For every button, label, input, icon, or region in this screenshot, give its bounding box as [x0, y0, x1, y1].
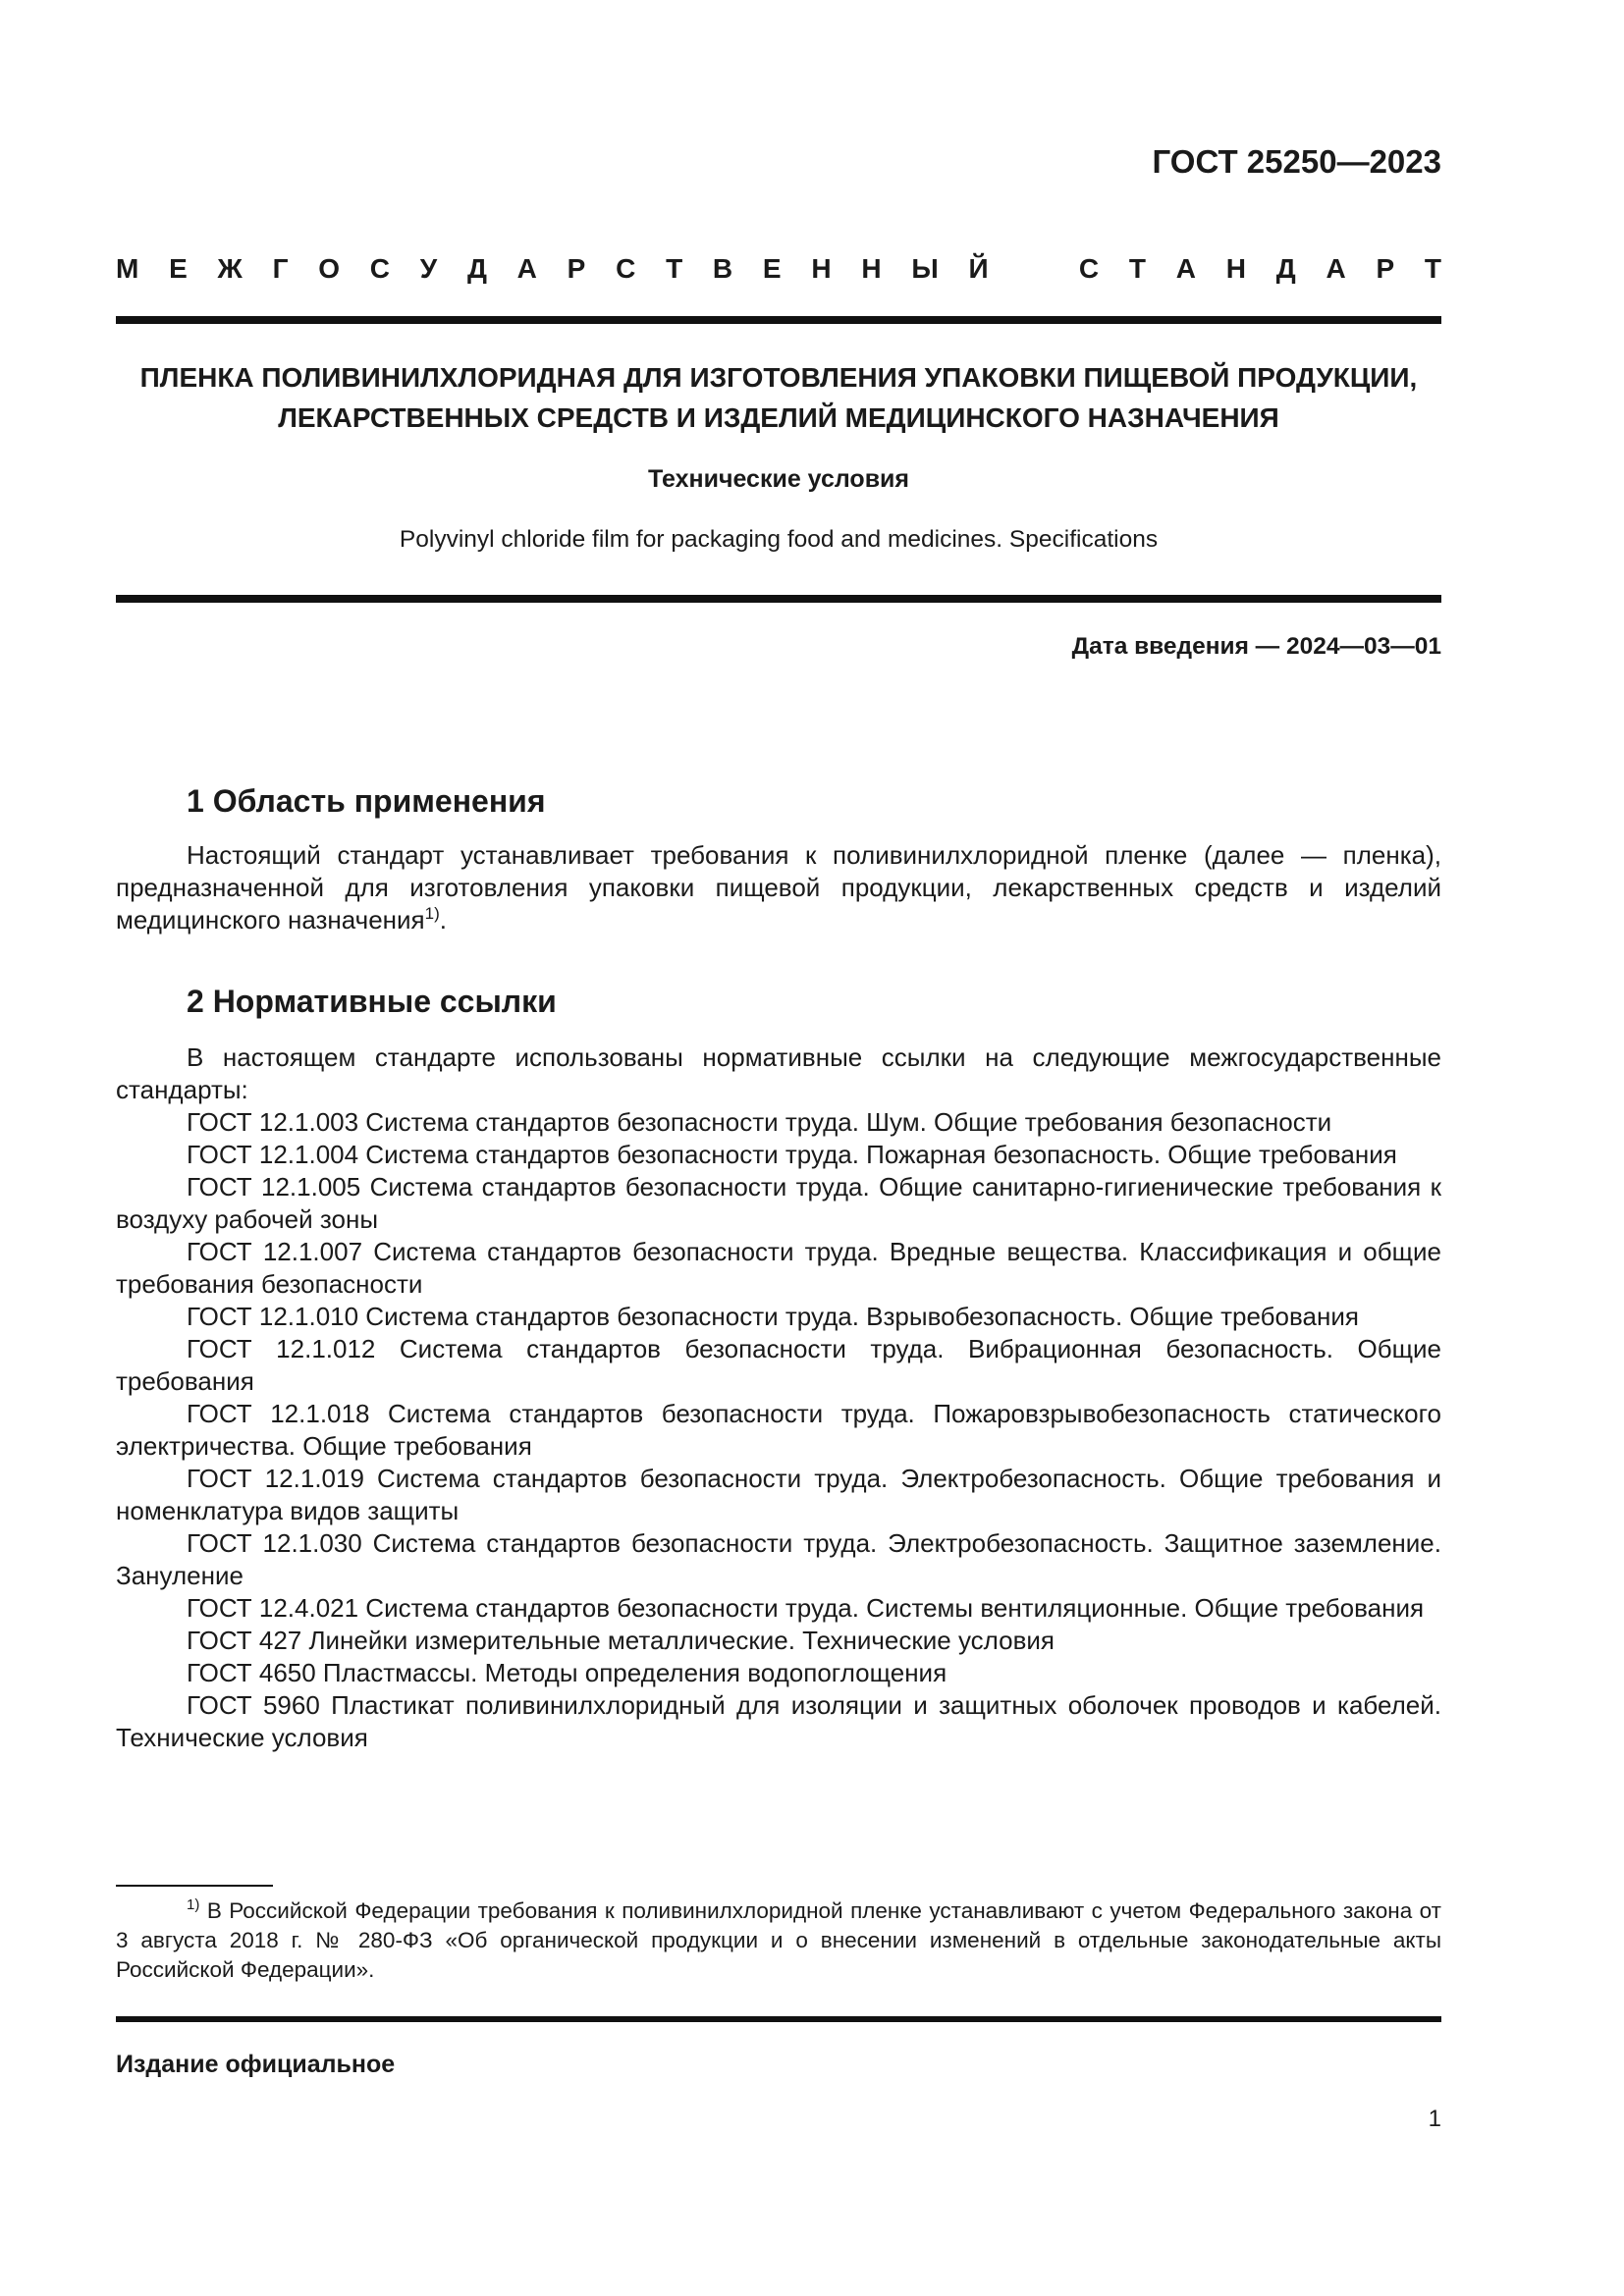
- footnote-text: В Российской Федерации требования к поливинилхлоридной пленке устанавливают с учетом Федерального закона от 3 августа 2018 г. № 280-ФЗ «Об органической продукции и о внесении изменений в отдельные законодательные акты Российской Федерации».: [116, 1898, 1441, 1982]
- reference-item: ГОСТ 5960 Пластикат поливинилхлоридный для изоляции и защитных оболочек проводов и кабелей. Технические условия: [116, 1690, 1441, 1752]
- reference-item: ГОСТ 12.1.012 Система стандартов безопасности труда. Вибрационная безопасность. Общие требования: [116, 1334, 1441, 1396]
- title-rule: [116, 595, 1441, 603]
- reference-item: ГОСТ 12.1.004 Система стандартов безопасности труда. Пожарная безопасность. Общие требования: [187, 1140, 1397, 1169]
- scope-paragraph: Настоящий стандарт устанавливает требования к поливинилхлоридной пленке (далее — пленка), предназначенной для изготовления упаковки пищевой продукции, лекарственных средств и изделий медицинского назначения: [116, 840, 1441, 934]
- section-2-intro: В настоящем стандарте использованы нормативные ссылки на следующие межгосударственные стандарты:: [116, 1042, 1441, 1104]
- reference-list: [116, 1106, 1441, 1754]
- document-subtitle: Технические условия: [647, 465, 910, 493]
- reference-item: ГОСТ 12.1.003 Система стандартов безопасности труда. Шум. Общие требования безопасности: [187, 1107, 1332, 1137]
- reference-item: ГОСТ 12.1.018 Система стандартов безопасности труда. Пожаровзрывобезопасность статического электричества. Общие требования: [116, 1399, 1441, 1461]
- reference-item: ГОСТ 12.4.021 Система стандартов безопасности труда. Системы вентиляционные. Общие требования: [187, 1593, 1425, 1623]
- footnote-separator: [116, 1885, 273, 1887]
- section-1-text: [116, 839, 1441, 936]
- reference-item: ГОСТ 4650 Пластмассы. Методы определения водопоглощения: [187, 1658, 947, 1687]
- scope-period: .: [439, 905, 447, 934]
- section-2-heading: 2 Нормативные ссылки: [187, 984, 557, 1019]
- english-title: Polyvinyl chloride film for packaging food and medicines. Specifications: [399, 526, 1159, 553]
- reference-item: ГОСТ 427 Линейки измерительные металлические. Технические условия: [187, 1626, 1055, 1655]
- reference-item: ГОСТ 12.1.007 Система стандартов безопасности труда. Вредные вещества. Классификация и общие требования безопасности: [116, 1237, 1441, 1299]
- footnote: [116, 1896, 1441, 1985]
- document-title: [116, 357, 1441, 438]
- standard-number: ГОСТ 25250—2023: [1152, 143, 1441, 180]
- reference-item: ГОСТ 12.1.005 Система стандартов безопасности труда. Общие санитарно-гигиенические требования к воздуху рабочей зоны: [116, 1172, 1441, 1234]
- introduction-date: Дата введения — 2024—03—01: [1071, 633, 1441, 660]
- title-line-1: ПЛЕНКА ПОЛИВИНИЛХЛОРИДНАЯ ДЛЯ ИЗГОТОВЛЕНИЯ УПАКОВКИ ПИЩЕВОЙ ПРОДУКЦИИ,: [139, 362, 1418, 393]
- footnote-mark: 1): [187, 1896, 200, 1913]
- reference-item: ГОСТ 12.1.010 Система стандартов безопасности труда. Взрывобезопасность. Общие требования: [187, 1302, 1359, 1331]
- official-edition-label: Издание официальное: [116, 2051, 396, 2078]
- reference-item: ГОСТ 12.1.019 Система стандартов безопасности труда. Электробезопасность. Общие требования и номенклатура видов защиты: [116, 1464, 1441, 1525]
- interstate-standard-label: М Е Ж Г О С У Д А Р С Т В Е Н Н Ы Й С Т А Н Д А Р Т: [116, 253, 1441, 284]
- footnote-reference[interactable]: 1): [424, 904, 440, 923]
- section-1-heading: 1 Область применения: [187, 783, 546, 819]
- footer-rule: [116, 2016, 1441, 2022]
- title-line-2: ЛЕКАРСТВЕННЫХ СРЕДСТВ И ИЗДЕЛИЙ МЕДИЦИНСКОГО НАЗНАЧЕНИЯ: [278, 402, 1279, 433]
- section-normative-references: [116, 984, 1441, 1754]
- header-rule: [116, 316, 1441, 324]
- reference-item: ГОСТ 12.1.030 Система стандартов безопасности труда. Электробезопасность. Защитное заземление. Зануление: [116, 1528, 1441, 1590]
- section-scope: [116, 783, 1441, 936]
- page-number: 1: [1428, 2106, 1441, 2132]
